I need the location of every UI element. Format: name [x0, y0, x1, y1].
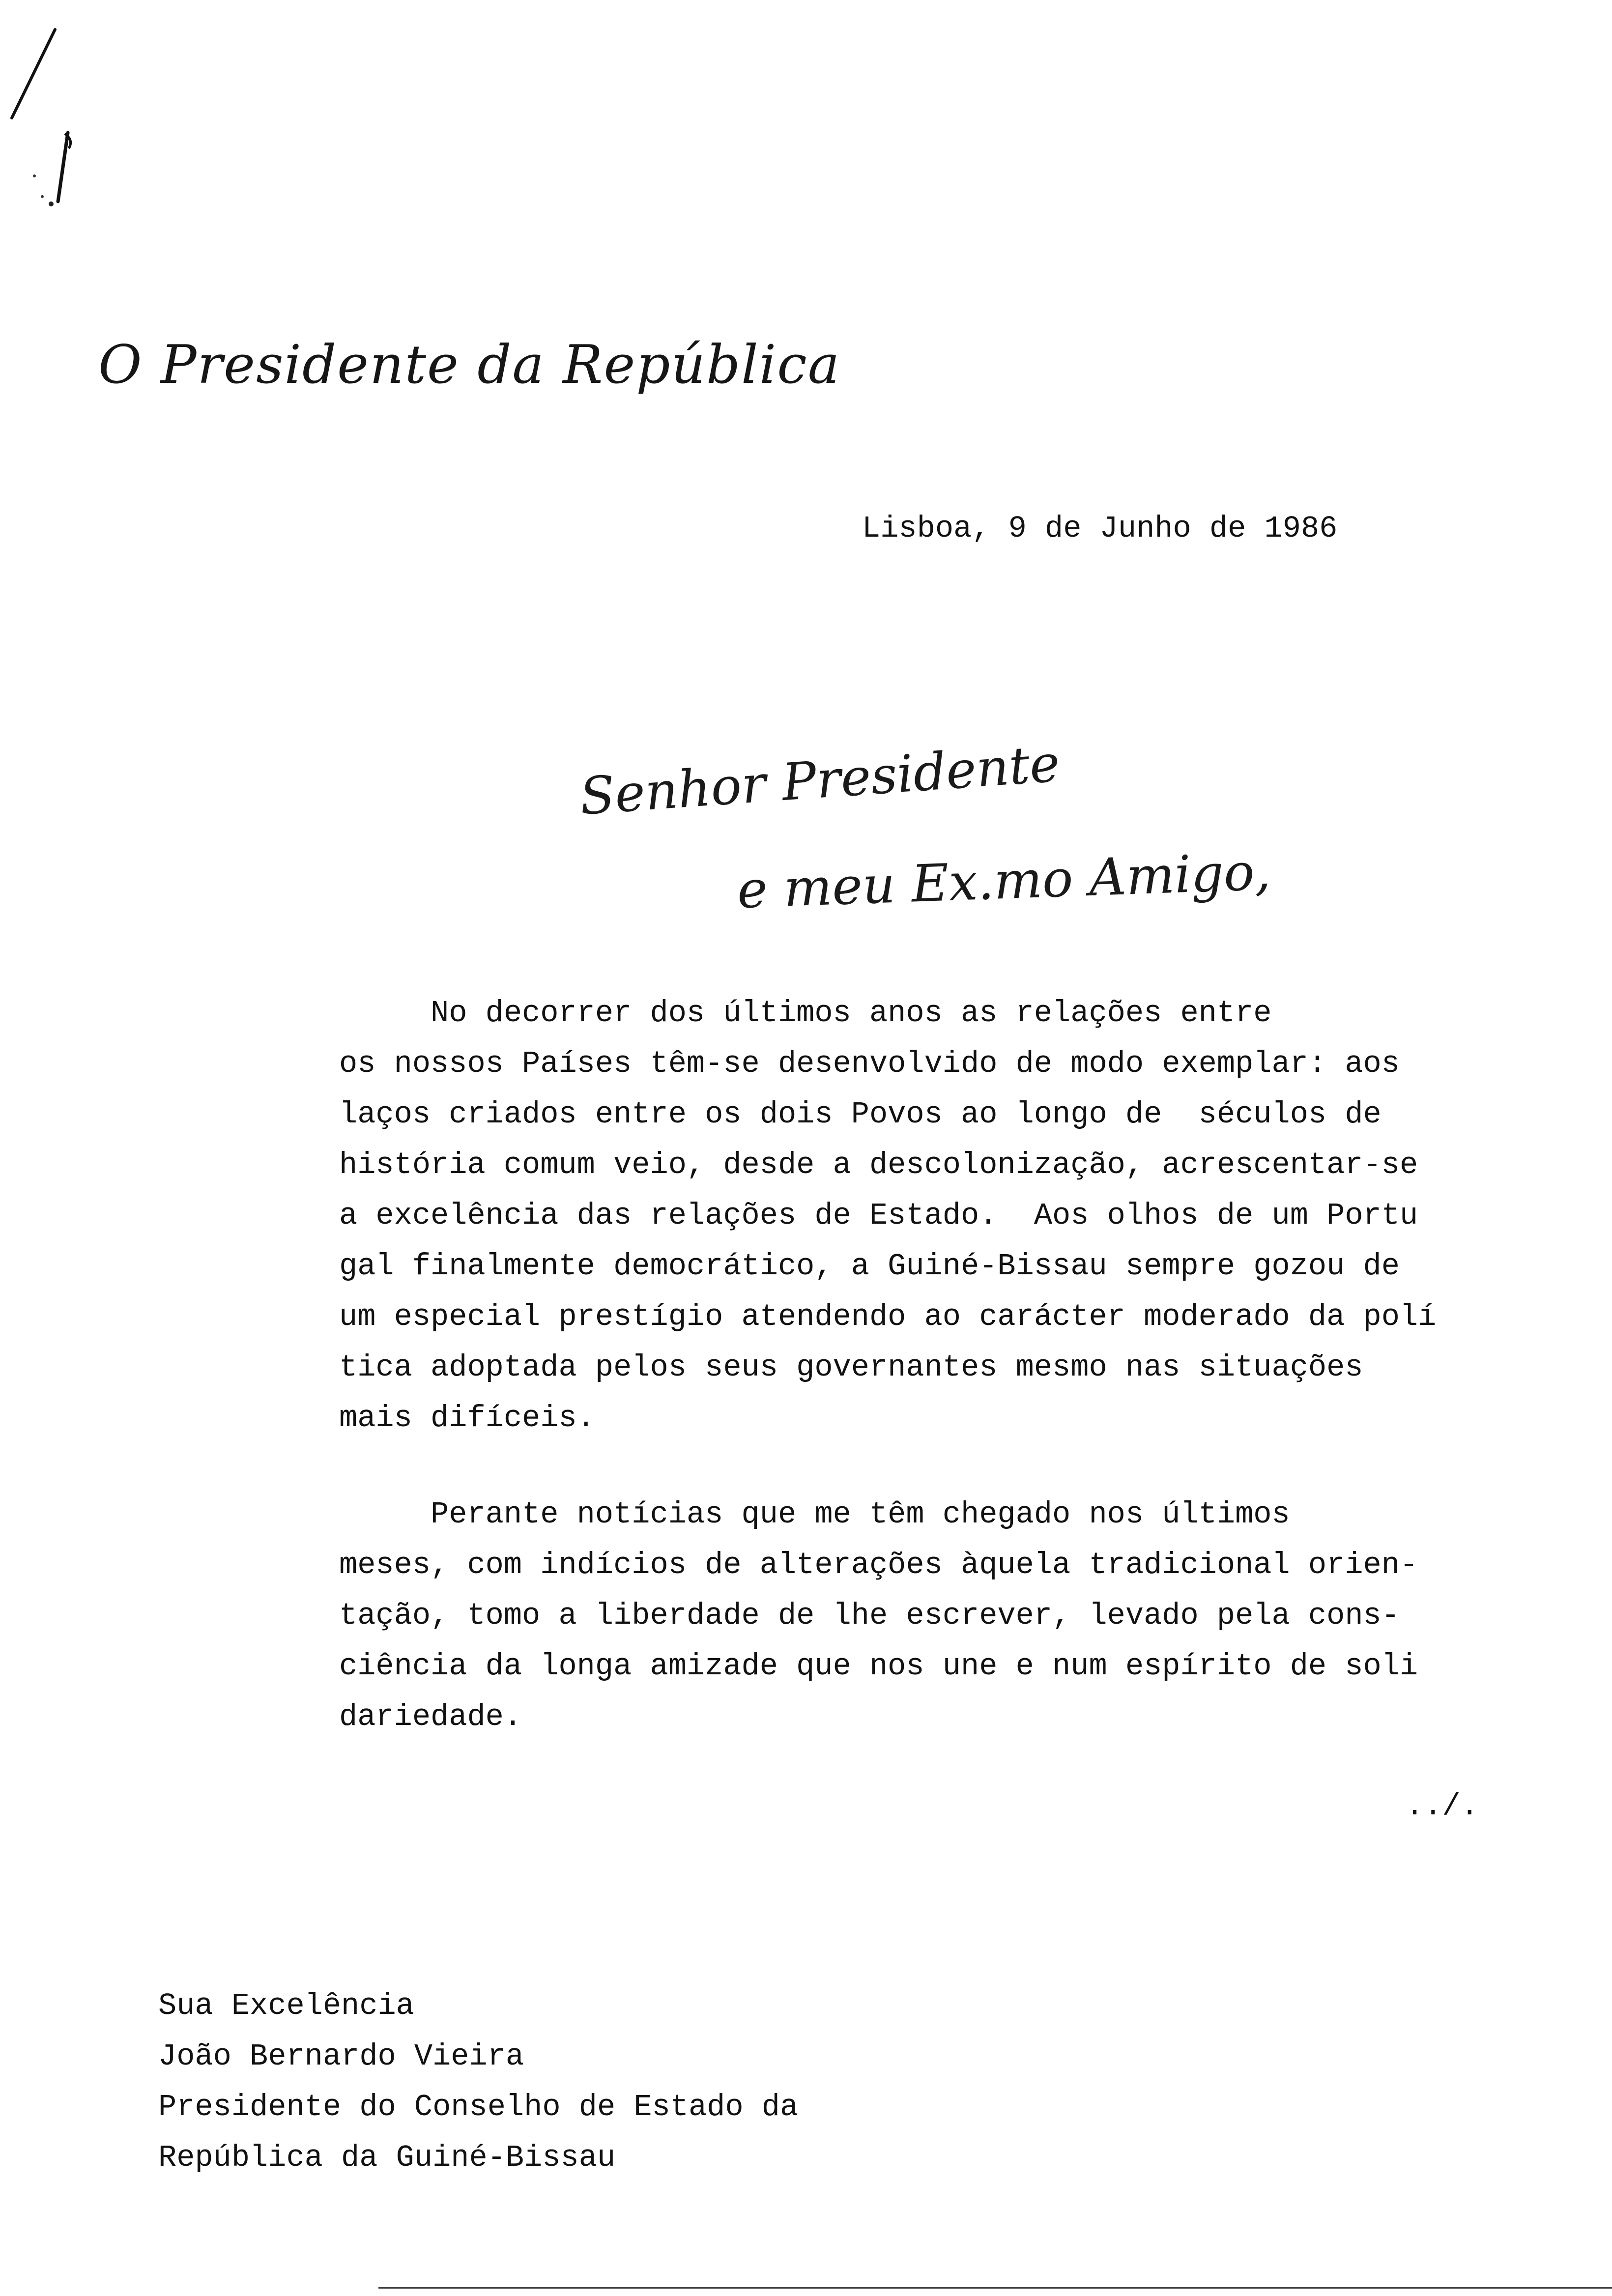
- text-line: No decorrer dos últimos anos as relações entre: [339, 996, 1272, 1031]
- paragraph-1: [339, 988, 1528, 1443]
- text-line: mais difíceis.: [339, 1401, 595, 1435]
- text-line: gal finalmente democrático, a Guiné-Bissau sempre gozou de: [339, 1249, 1400, 1284]
- text-line: tação, tomo a liberdade de lhe escrever, levado pela cons-: [339, 1598, 1400, 1633]
- archive-pen-mark: [0, 20, 108, 216]
- text-line: ciência da longa amizade que nos une e num espírito de soli: [339, 1649, 1418, 1684]
- text-line: um especial prestígio atendendo ao carácter moderado da polí: [339, 1299, 1437, 1334]
- text-line: tica adoptada pelos seus governantes mesmo nas situações: [339, 1350, 1363, 1385]
- text-line: história comum veio, desde a descolonização, acrescentar-se: [339, 1148, 1418, 1182]
- text-line: meses, com indícios de alterações àquela tradicional orien-: [339, 1548, 1418, 1582]
- text-line: laços criados entre os dois Povos ao longo de séculos de: [339, 1097, 1382, 1132]
- salutation-line-2: e meu Ex.mo Amigo,: [736, 841, 1272, 920]
- letterhead: O Presidente da República: [98, 334, 841, 396]
- letter-date: Lisboa, 9 de Junho de 1986: [862, 511, 1338, 546]
- text-line: os nossos Países têm-se desenvolvido de modo exemplar: aos: [339, 1046, 1400, 1081]
- recipient-address: [158, 1980, 798, 2183]
- footer-rule: [378, 2287, 1612, 2289]
- text-line: dariedade.: [339, 1699, 522, 1734]
- address-line: João Bernardo Vieira: [158, 2039, 524, 2074]
- continuation-mark: ../.: [1406, 1789, 1479, 1824]
- address-line: República da Guiné-Bissau: [158, 2140, 616, 2175]
- paragraph-2: [339, 1489, 1528, 1742]
- address-line: Presidente do Conselho de Estado da: [158, 2090, 799, 2124]
- text-line: Perante notícias que me têm chegado nos últimos: [339, 1497, 1290, 1532]
- address-line: Sua Excelência: [158, 1988, 414, 2023]
- salutation-line-1: Senhor Presidente: [577, 733, 1062, 827]
- text-line: a excelência das relações de Estado. Aos olhos de um Portu: [339, 1198, 1418, 1233]
